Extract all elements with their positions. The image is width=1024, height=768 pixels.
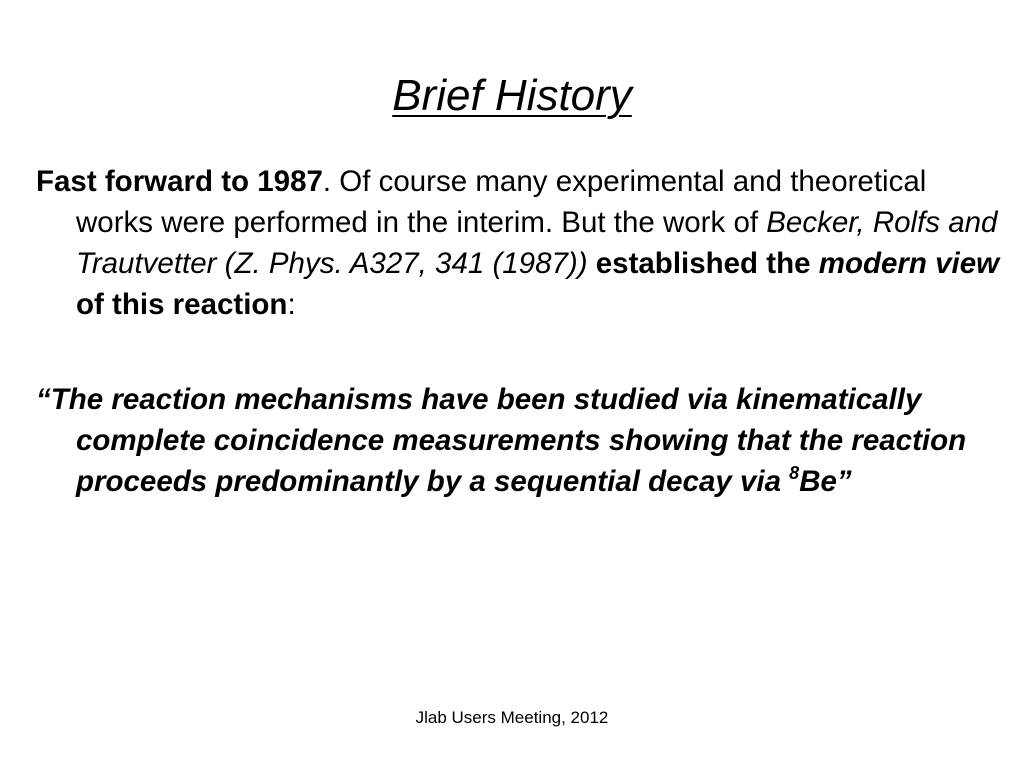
history-paragraph: [36, 161, 1006, 325]
spacer-text: [588, 247, 596, 280]
isotope-superscript: 8: [789, 463, 800, 483]
slide-title: Brief History: [392, 71, 632, 120]
emphasis-text-2: of this reaction: [76, 288, 288, 321]
lead-text: Fast forward to 1987: [36, 165, 323, 198]
quote-text: “The reaction mechanisms have been studied via kinematically complete coincidence measurements showing that the reaction proceeds predominantly by a sequential decay via: [36, 383, 967, 498]
quote-paragraph: [36, 379, 1006, 502]
emphasis-italic-text: modern view: [818, 247, 1000, 280]
colon-text: :: [287, 288, 296, 321]
emphasis-text-1: established the: [595, 247, 819, 280]
isotope-symbol: Be”: [799, 465, 852, 498]
slide-footer: Jlab Users Meeting, 2012: [415, 708, 609, 727]
citation-text: Becker, Rolfs and Trautvetter (Z. Phys. A327, 341 (1987)): [76, 206, 998, 280]
body-text: . Of course many experimental and theoretical works were performed in the interim. But the work of: [76, 165, 927, 239]
